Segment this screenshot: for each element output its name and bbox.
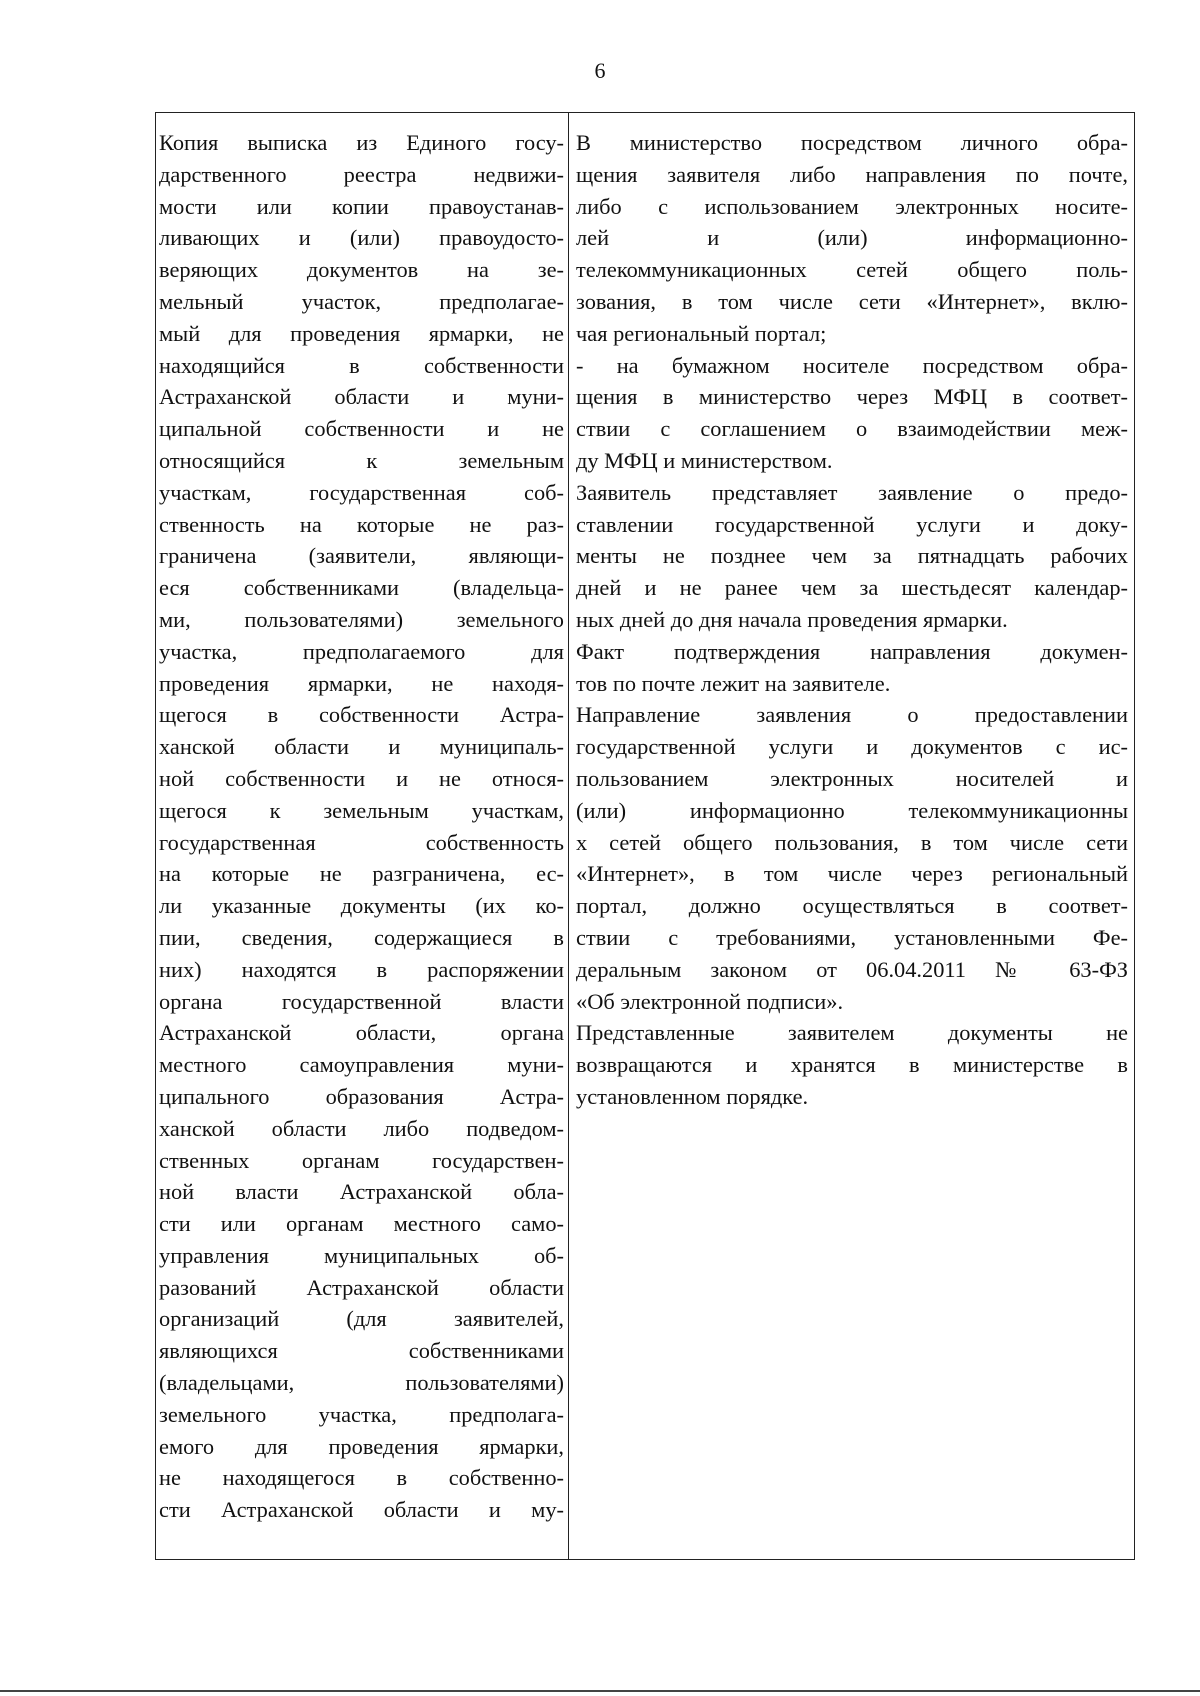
left-column-line: участка, предполагаемого для <box>159 638 564 664</box>
left-column-line: (владельцами, пользователями) <box>159 1370 564 1396</box>
left-column-line: земельного участка, предполага- <box>159 1401 564 1427</box>
left-column-line: дарственного реестра недвижи- <box>159 161 564 187</box>
page-bottom-rule <box>0 1690 1200 1692</box>
left-column-line: ливающих и (или) правоудосто- <box>159 225 564 251</box>
right-column-line: пользованием электронных носителей и <box>576 765 1128 791</box>
right-column-line: Заявитель представляет заявление о предо- <box>576 479 1128 505</box>
left-column-line: сти или органам местного само- <box>159 1211 564 1237</box>
right-column-line: ных дней до дня начала проведения ярмарки. <box>576 606 1008 632</box>
right-column-line: В министерство посредством личного обра- <box>576 130 1128 155</box>
left-column-line: щегося к земельным участкам, <box>159 797 564 823</box>
right-column-line: «Об электронной подписи». <box>576 988 844 1014</box>
left-column-line: ханской области либо подведом- <box>159 1115 564 1141</box>
right-column-line: щения в министерство через МФЦ в соответ- <box>576 384 1128 410</box>
left-column-line: государственная собственность <box>159 829 564 855</box>
right-column-line: Представленные заявителем документы не <box>576 1020 1128 1046</box>
left-column-line: ципальной собственности и не <box>159 416 564 442</box>
right-column-line: государственной услуги и документов с ис- <box>576 734 1128 760</box>
right-column-line: «Интернет», в том числе через региональный <box>576 861 1128 887</box>
left-column-line: них) находятся в распоряжении <box>159 956 564 982</box>
left-column-line: ханской области и муниципаль- <box>159 734 564 760</box>
table-cell-submission-procedure <box>569 113 1134 1559</box>
left-column-line: мельный участок, предполагае- <box>159 288 564 314</box>
left-column-line: емого для проведения ярмарки, <box>159 1433 564 1459</box>
right-column-line: Направление заявления о предоставлении <box>576 702 1128 728</box>
right-column-line: возвращаются и хранятся в министерстве в <box>576 1052 1128 1078</box>
left-column-line: веряющих документов на зе- <box>159 257 564 283</box>
page-number: 6 <box>594 58 606 83</box>
left-column-line: ципального образования Астра- <box>159 1083 564 1109</box>
right-column-line: менты не позднее чем за пятнадцать рабочих <box>576 543 1128 569</box>
right-column-line: (или) информационно телекоммуникационны <box>576 797 1128 823</box>
left-column-line: проведения ярмарки, не находя- <box>159 670 564 696</box>
left-column-line: пии, сведения, содержащиеся в <box>159 924 564 950</box>
left-column-line: органа государственной власти <box>159 988 564 1014</box>
left-column-line: организаций (для заявителей, <box>159 1306 564 1332</box>
left-column-line: Копия выписка из Единого госу- <box>159 130 564 155</box>
left-column-line: щегося в собственности Астра- <box>159 702 564 728</box>
right-column-line: зования, в том числе сети «Интернет», вклю- <box>576 288 1128 314</box>
right-column-line: тов по почте лежит на заявителе. <box>576 670 891 696</box>
document-table <box>155 112 1135 1560</box>
left-column-line: не находящегося в собственно- <box>159 1465 564 1491</box>
left-column-line: сти Астраханской области и му- <box>159 1497 564 1523</box>
left-column-line: относящийся к земельным <box>159 447 564 473</box>
left-column-line: ственность на которые не раз- <box>159 511 564 537</box>
left-column-line: участкам, государственная соб- <box>159 479 564 505</box>
left-column-line: ной собственности и не относя- <box>159 765 564 791</box>
right-column-line: установленном порядке. <box>576 1083 809 1109</box>
left-column-line: управления муниципальных об- <box>159 1242 564 1268</box>
right-column-line: портал, должно осуществляться в соответ- <box>576 893 1128 919</box>
left-column-line: ной власти Астраханской обла- <box>159 1179 564 1205</box>
left-column-line: являющихся собственниками <box>159 1338 564 1364</box>
right-column-line: либо с использованием электронных носите- <box>576 193 1128 219</box>
left-column-line: ственных органам государствен- <box>159 1147 564 1173</box>
right-column-line: дней и не ранее чем за шестьдесят календар- <box>576 575 1128 601</box>
right-column-line: ставлении государственной услуги и доку- <box>576 511 1128 537</box>
left-column-line: мый для проведения ярмарки, не <box>159 320 564 346</box>
left-column-line: находящийся в собственности <box>159 352 564 378</box>
right-column-line: ствии с соглашением о взаимодействии меж- <box>576 416 1128 442</box>
left-column-line: граничена (заявители, являющи- <box>159 543 564 569</box>
right-column-line: ствии с требованиями, установленными Фе- <box>576 924 1128 950</box>
left-column-line: на которые не разграничена, ес- <box>159 861 564 887</box>
left-column-line: разований Астраханской области <box>159 1274 564 1300</box>
right-column-line: ду МФЦ и министерством. <box>576 447 833 473</box>
left-column-line: еся собственниками (владельца- <box>159 575 564 601</box>
right-column-line: лей и (или) информационно- <box>576 225 1128 251</box>
left-column-line: мости или копии правоустанав- <box>159 193 564 219</box>
right-column-line: деральным законом от 06.04.2011 № 63-ФЗ <box>576 956 1128 982</box>
table-cell-document-description <box>156 113 569 1559</box>
right-column-line: щения заявителя либо направления по почте, <box>576 161 1128 187</box>
right-column-line: Факт подтверждения направления докумен- <box>576 638 1128 664</box>
right-column-line: телекоммуникационных сетей общего поль- <box>576 257 1128 283</box>
left-column-line: ли указанные документы (их ко- <box>159 893 564 919</box>
right-column-line: х сетей общего пользования, в том числе сети <box>576 829 1128 855</box>
left-column-line: Астраханской области, органа <box>159 1020 564 1046</box>
right-column-line: чая региональный портал; <box>576 320 827 346</box>
left-column-line: местного самоуправления муни- <box>159 1052 564 1078</box>
right-column-line: - на бумажном носителе посредством обра- <box>576 352 1128 378</box>
left-column-line: ми, пользователями) земельного <box>159 606 564 632</box>
left-column-line: Астраханской области и муни- <box>159 384 564 410</box>
